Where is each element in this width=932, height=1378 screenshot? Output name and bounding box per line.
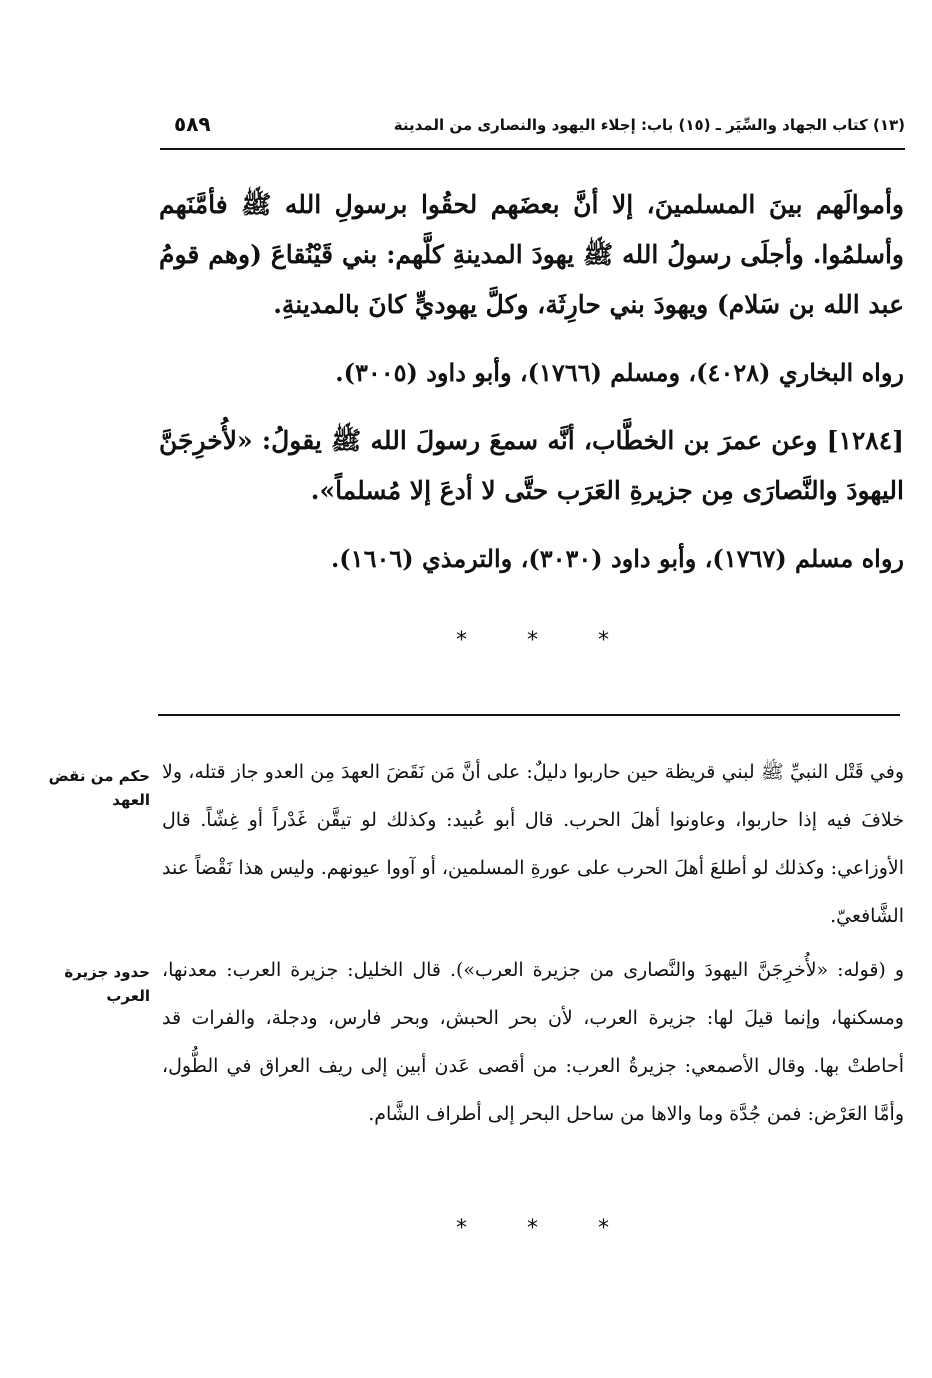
separator-star: * xyxy=(598,628,609,653)
separator-star: * xyxy=(527,628,538,653)
separator-star: * xyxy=(456,1216,467,1241)
commentary-paragraph: وفي قَتْل النبيِّ ﷺ لبني قريظة حين حاربوا دليلٌ: على أنَّ مَن نَقَضَ العهدَ مِن العدو جاز قتله، ولا خلافَ فيه إذا حاربوا، وعاونوا أهلَ الحرب. قال أبو عُبيد: وكذلك لو تيقَّن غَدْراً أو غِشّاً. قال الأوزاعي: وكذلك لو أطلعَ أهلَ الحرب على عورةِ المسلمين، أو آووا عيونهم. وليس هذا نَقْضاً عند الشَّافعيّ. xyxy=(162,761,904,927)
main-text xyxy=(159,180,904,584)
reference-line: رواه البخاري (٤٠٢٨)، ومسلم (١٧٦٦)، وأبو داود (٣٠٠٥). xyxy=(335,358,904,387)
running-header xyxy=(160,112,905,150)
header-title: (١٣) كتاب الجهاد والسِّيَر ـ (١٥) باب: إجلاء اليهود والنصارى من المدينة xyxy=(393,116,905,134)
separator-star: * xyxy=(456,628,467,653)
section-separator-2 xyxy=(160,1216,905,1241)
margin-note: حكم من نقض العهد xyxy=(48,767,150,809)
main-paragraph: وأموالَهم بينَ المسلمينَ، إلا أنَّ بعضَهم لحقُوا برسولِ الله ﷺ فأمَّنَهم وأسلمُوا. وأجلَى رسولُ الله ﷺ يهودَ المدينةِ كلَّهم: بني قَيْنُقاعَ (وهم قومُ عبد الله بن سَلام) ويهودَ بني حارِثَة، وكلَّ يهوديٍّ كانَ بالمدينةِ. xyxy=(159,190,904,319)
footnote-divider xyxy=(158,714,900,716)
section-separator xyxy=(160,628,905,653)
margin-note-2: حدود جزيرة العرب xyxy=(64,963,150,1005)
reference-line-2: رواه مسلم (١٧٦٧)، وأبو داود (٣٠٣٠)، والترمذي (١٦٠٦). xyxy=(330,544,904,573)
hadith-paragraph: [١٢٨٤] وعن عمرَ بن الخطَّاب، أنَّه سمعَ رسولَ الله ﷺ يقولُ: «لأُخرِجَنَّ اليهودَ والنَّصارَى مِن جزيرةِ العَرَب حتَّى لا أدعَ إلا مُسلماً». xyxy=(159,426,904,505)
separator-star: * xyxy=(527,1216,538,1241)
separator-star: * xyxy=(598,1216,609,1241)
commentary-paragraph-2: و (قوله: «لأُخرِجَنَّ اليهودَ والنَّصارى من جزيرة العرب»). قال الخليل: جزيرة العرب: معدنها، ومسكنها، وإنما قيلَ لها: جزيرة العرب، لأن بحر الحبش، وبحر فارس، ودجلة، والفرات قد أحاطتْ بها. وقال الأصمعي: جزيرةُ العرب: من أقصى عَدن أبين إلى ريف العراق في الطُّول، وأمَّا العَرْض: فمن جُدَّة وما والاها من ساحل البحر إلى أطراف الشَّام. xyxy=(162,959,904,1125)
page-number: ٥٨٩ xyxy=(174,112,211,136)
